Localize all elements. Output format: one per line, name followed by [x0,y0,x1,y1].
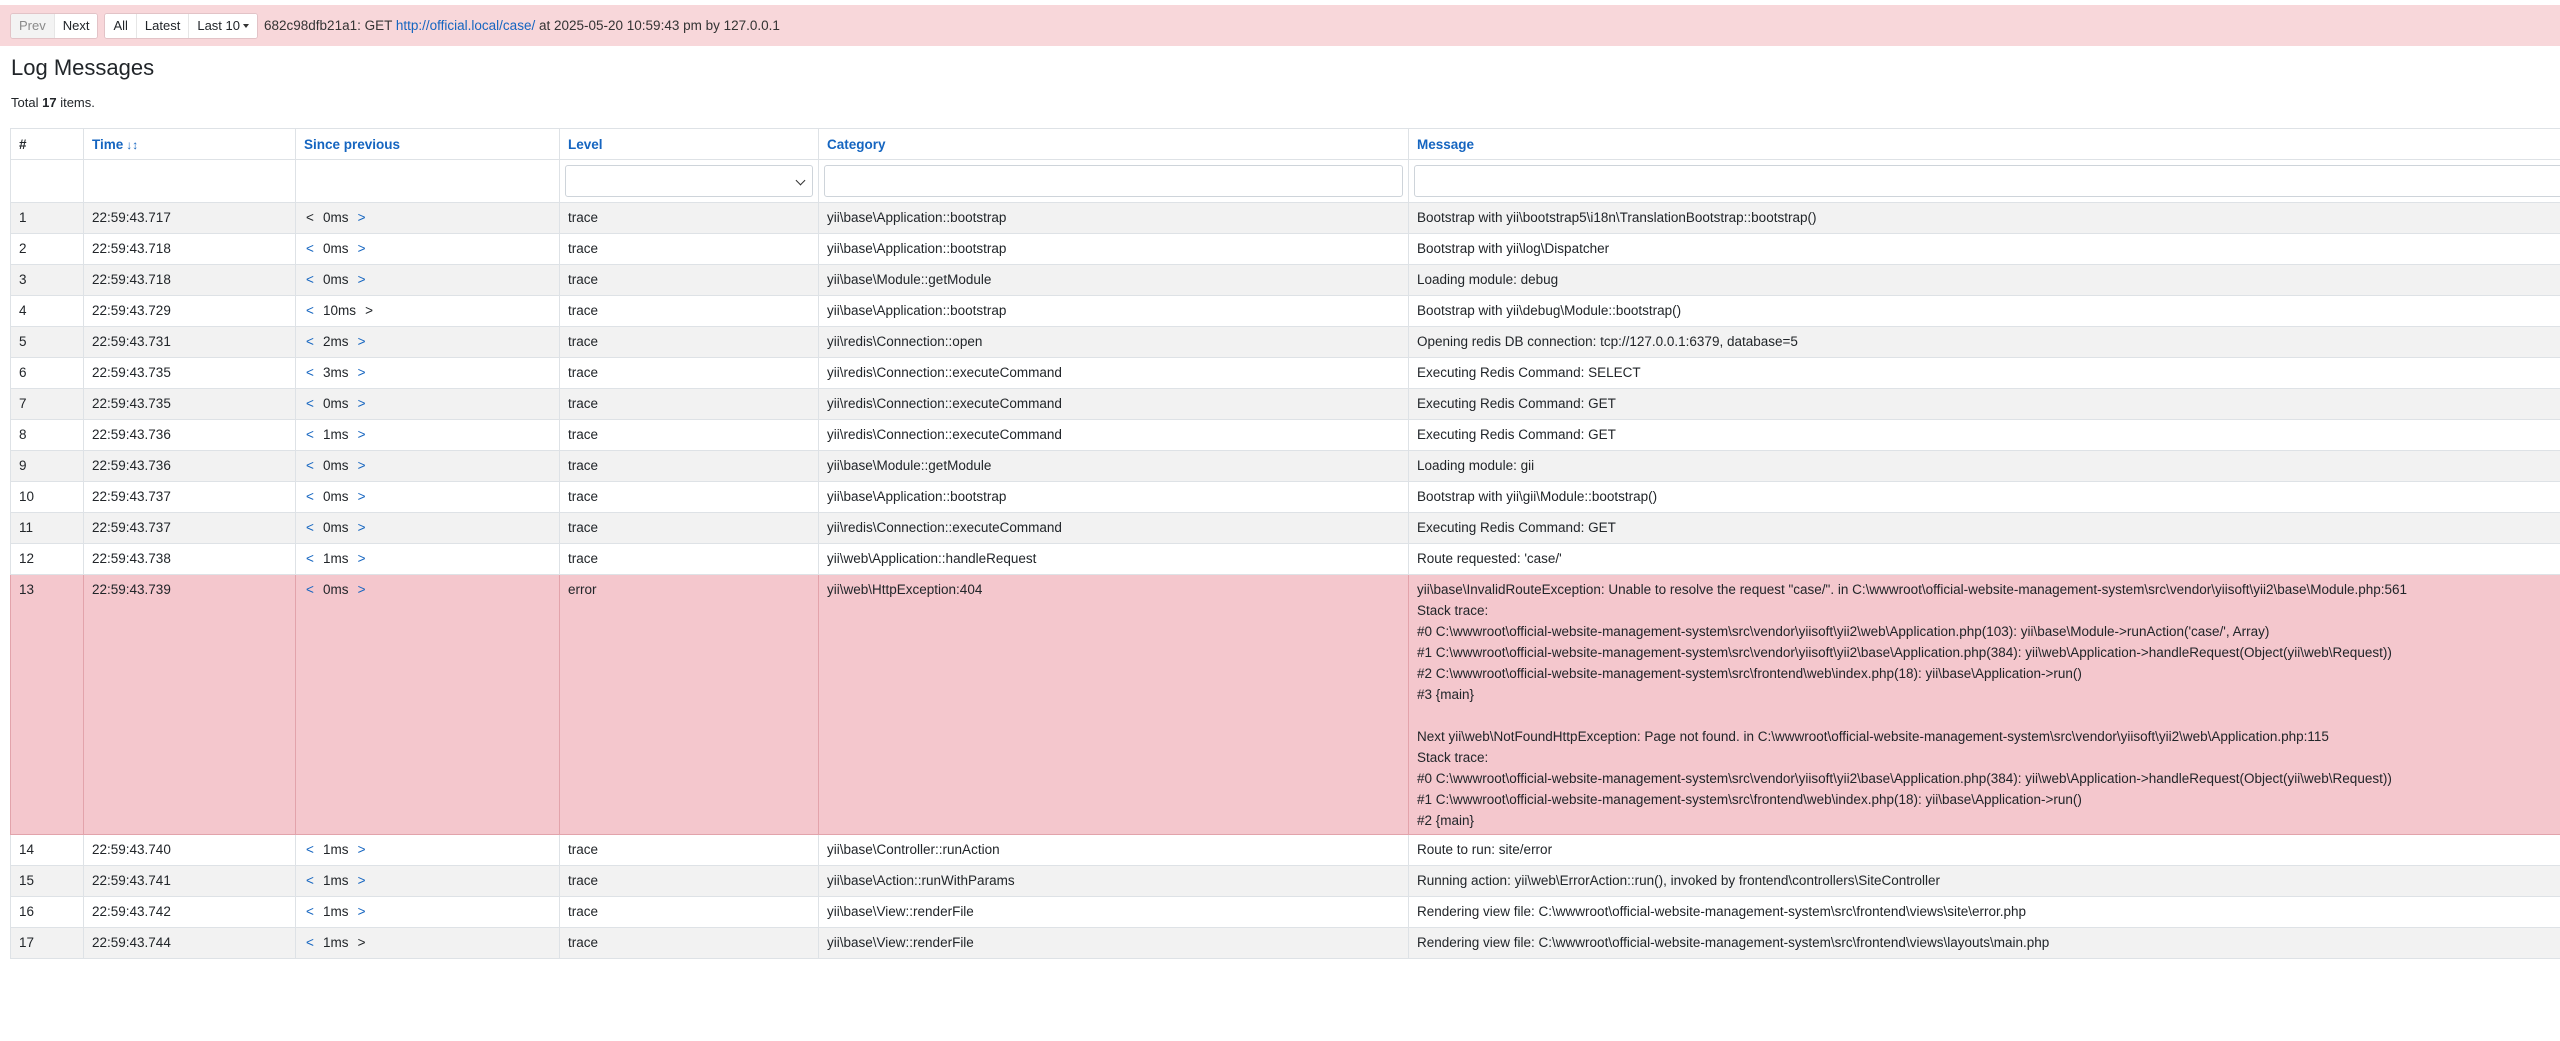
col-time[interactable] [84,129,296,160]
page-title: Log Messages [11,55,155,80]
since-value: 0ms [323,458,349,473]
row-time: 22:59:43.717 [84,203,296,234]
time-label: Time [92,136,124,152]
row-message [1409,451,2560,482]
prev-row-link[interactable]: < [306,935,314,950]
row-level: trace [560,420,819,451]
summary-prefix: Total [11,95,39,110]
row-time: 22:59:43.737 [84,513,296,544]
row-time: 22:59:43.736 [84,420,296,451]
row-level: trace [560,928,819,959]
row-category: yii\base\Controller::runAction [819,835,1409,866]
since-value: 1ms [323,935,349,950]
table-row [11,897,2560,928]
col-num: # [11,129,84,160]
message-line: #1 C:\wwwroot\official-website-management-system\src\frontend\web\index.php(18): yii\base\Application->run() [1417,792,2082,807]
message-line: #3 {main} [1417,687,1475,702]
last10-label: Last 10 [197,17,240,33]
message-line: Route requested: 'case/' [1417,551,1562,566]
since-value: 1ms [323,842,349,857]
row-category: yii\base\Module::getModule [819,265,1409,296]
row-since [296,234,560,265]
prev-row-link[interactable]: < [306,396,314,411]
row-time: 22:59:43.718 [84,234,296,265]
table-row [11,327,2560,358]
time-sort-link[interactable] [92,137,138,152]
row-level: trace [560,835,819,866]
row-category: yii\redis\Connection::executeCommand [819,389,1409,420]
row-category: yii\redis\Connection::open [819,327,1409,358]
row-category: yii\redis\Connection::executeCommand [819,358,1409,389]
debug-toolbar [0,5,2560,46]
message-line: Bootstrap with yii\gii\Module::bootstrap() [1417,489,1658,504]
next-row-link[interactable]: > [357,272,366,287]
prev-row-link[interactable]: < [306,582,314,597]
row-category: yii\base\Application::bootstrap [819,296,1409,327]
row-num: 14 [11,835,84,866]
row-num: 7 [11,389,84,420]
row-category: yii\base\Application::bootstrap [819,234,1409,265]
message-line: Stack trace: [1417,750,1489,765]
row-category: yii\base\View::renderFile [819,897,1409,928]
since-value: 0ms [323,241,349,256]
row-since [296,265,560,296]
since-value: 10ms [323,303,357,318]
prev-button[interactable]: Prev [11,14,55,38]
next-row-link[interactable]: > [357,842,366,857]
caret-down-icon [243,24,249,28]
message-line: #2 {main} [1417,813,1475,828]
row-num: 13 [11,575,84,835]
row-time: 22:59:43.735 [84,389,296,420]
col-level[interactable] [560,129,819,160]
since-value: 1ms [323,904,349,919]
row-time: 22:59:43.744 [84,928,296,959]
next-row-link[interactable]: > [357,458,366,473]
next-row-link[interactable]: > [357,241,366,256]
prev-row-link[interactable]: < [306,427,314,442]
prev-row-link[interactable]: < [306,241,314,256]
last10-dropdown[interactable] [189,14,257,38]
row-category: yii\base\Application::bootstrap [819,482,1409,513]
message-line: #0 C:\wwwroot\official-website-management-system\src\vendor\yiisoft\yii2\web\Application.php(103): yii\base\Module->runAction('case/', Array) [1417,624,2270,639]
row-message [1409,897,2560,928]
prev-row-link[interactable]: < [306,365,314,380]
row-message [1409,203,2560,234]
row-message [1409,389,2560,420]
prev-row-link[interactable]: < [306,303,314,318]
summary-count: 17 [42,95,57,110]
row-since [296,451,560,482]
row-since [296,203,560,234]
since-value: 0ms [323,272,349,287]
row-message [1409,327,2560,358]
since-value: 1ms [323,551,349,566]
since-value: 1ms [323,427,349,442]
latest-button[interactable]: Latest [137,14,189,38]
table-row [11,575,2560,835]
message-line: Executing Redis Command: GET [1417,520,1616,535]
next-row-link[interactable]: > [357,210,366,225]
next-row-link[interactable]: > [357,873,366,888]
message-line: #2 C:\wwwroot\official-website-management-system\src\frontend\web\index.php(18): yii\base\Application->run() [1417,666,2082,681]
row-message [1409,928,2560,959]
next-button[interactable]: Next [55,14,98,38]
row-time: 22:59:43.741 [84,866,296,897]
row-since [296,420,560,451]
message-line: Stack trace: [1417,603,1489,618]
row-message [1409,265,2560,296]
next-row-link[interactable]: > [357,427,366,442]
row-message [1409,482,2560,513]
message-line: Next yii\web\NotFoundHttpException: Page not found. in C:\wwwroot\official-website-management-system\src\vendor\yiisoft\yii2\web\Application.php:115 [1417,729,2329,744]
row-level: trace [560,203,819,234]
since-value: 0ms [323,396,349,411]
row-message [1409,234,2560,265]
next-row-link[interactable]: > [357,551,366,566]
row-category: yii\redis\Connection::executeCommand [819,420,1409,451]
prev-row-link[interactable]: < [306,904,314,919]
row-message [1409,835,2560,866]
prev-row-link[interactable]: < [306,489,314,504]
prev-row-link[interactable]: < [306,210,314,225]
row-time: 22:59:43.740 [84,835,296,866]
row-category: yii\web\Application::handleRequest [819,544,1409,575]
log-body [11,203,2560,959]
row-time: 22:59:43.736 [84,451,296,482]
row-num: 3 [11,265,84,296]
row-since [296,835,560,866]
since-value: 0ms [323,582,349,597]
row-level: trace [560,358,819,389]
row-message [1409,866,2560,897]
next-row-link[interactable]: > [357,582,366,597]
category-sort-link[interactable]: Category [827,136,886,152]
col-since[interactable] [296,129,560,160]
level-sort-link[interactable]: Level [568,136,603,152]
next-row-link[interactable]: > [357,365,366,380]
next-row-link[interactable]: > [365,303,373,318]
summary-text [11,95,95,110]
pager-group [10,13,98,39]
message-line: Executing Redis Command: GET [1417,396,1616,411]
row-category: yii\base\Action::runWithParams [819,866,1409,897]
row-since [296,296,560,327]
col-category[interactable] [819,129,1409,160]
table-row [11,866,2560,897]
message-line: Executing Redis Command: GET [1417,427,1616,442]
next-row-link[interactable]: > [357,489,366,504]
table-row [11,928,2560,959]
message-line: Bootstrap with yii\debug\Module::bootstrap() [1417,303,1682,318]
request-id: 682c98dfb21a1: GET [264,18,393,33]
row-since [296,897,560,928]
row-level: trace [560,866,819,897]
table-row [11,203,2560,234]
row-message [1409,544,2560,575]
row-time: 22:59:43.742 [84,897,296,928]
row-category: yii\base\Application::bootstrap [819,203,1409,234]
message-sort-link[interactable]: Message [1417,136,1475,152]
row-time: 22:59:43.731 [84,327,296,358]
row-category: yii\redis\Connection::executeCommand [819,513,1409,544]
row-time: 22:59:43.737 [84,482,296,513]
message-line: Route to run: site/error [1417,842,1553,857]
row-message [1409,513,2560,544]
row-level: trace [560,513,819,544]
row-time: 22:59:43.739 [84,575,296,835]
message-line: Rendering view file: C:\wwwroot\official-website-management-system\src\frontend\views\site\error.php [1417,904,2026,919]
message-line: Running action: yii\web\ErrorAction::run(), invoked by frontend\controllers\SiteController [1417,873,1940,888]
row-since [296,327,560,358]
row-category: yii\base\Module::getModule [819,451,1409,482]
filter-category-cell [819,160,1409,203]
row-level: trace [560,327,819,358]
filter-row [11,160,2560,203]
prev-row-link[interactable]: < [306,842,314,857]
filter-message-cell [1409,160,2560,203]
message-line: #1 C:\wwwroot\official-website-management-system\src\vendor\yiisoft\yii2\base\Application.php(384): yii\web\Application->handleRequest(Object(yii\web\Request)) [1417,645,2392,660]
row-num: 1 [11,203,84,234]
row-level: trace [560,296,819,327]
since-value: 1ms [323,873,349,888]
row-level: error [560,575,819,835]
prev-row-link[interactable]: < [306,334,314,349]
message-line [1417,705,2560,726]
row-level: trace [560,389,819,420]
row-message [1409,358,2560,389]
row-time: 22:59:43.718 [84,265,296,296]
row-num: 8 [11,420,84,451]
row-num: 15 [11,866,84,897]
message-filter-input[interactable] [1414,165,2560,197]
table-row [11,296,2560,327]
message-line: Rendering view file: C:\wwwroot\official-website-management-system\src\frontend\views\layouts\main.php [1417,935,2050,950]
col-message[interactable] [1409,129,2560,160]
row-message [1409,420,2560,451]
row-time: 22:59:43.738 [84,544,296,575]
table-row [11,358,2560,389]
table-row [11,265,2560,296]
prev-row-link[interactable]: < [306,458,314,473]
message-line: yii\base\InvalidRouteException: Unable to resolve the request "case/". in C:\wwwroot\official-website-management-system\src\vendor\yiisoft\yii2\base\Module.php:561 [1417,582,2408,597]
row-num: 9 [11,451,84,482]
next-row-link[interactable]: > [357,334,366,349]
message-line: Bootstrap with yii\log\Dispatcher [1417,241,1610,256]
since-value: 3ms [323,365,349,380]
row-since [296,544,560,575]
summary-suffix: items. [60,95,95,110]
filter-group [104,13,258,39]
prev-row-link[interactable]: < [306,520,314,535]
prev-row-link[interactable]: < [306,873,314,888]
since-value: 2ms [323,334,349,349]
row-since [296,928,560,959]
since-value: 0ms [323,520,349,535]
row-since [296,482,560,513]
row-level: trace [560,897,819,928]
row-since [296,389,560,420]
row-level: trace [560,234,819,265]
table-row [11,389,2560,420]
row-message [1409,575,2560,835]
row-num: 17 [11,928,84,959]
request-info [264,18,780,33]
filter-since-cell [296,160,560,203]
row-since [296,866,560,897]
table-row [11,835,2560,866]
since-value: 0ms [323,210,349,225]
row-num: 16 [11,897,84,928]
category-filter-input[interactable] [824,165,1403,197]
message-line: Bootstrap with yii\bootstrap5\i18n\TranslationBootstrap::bootstrap() [1417,210,1817,225]
next-row-link[interactable]: > [357,396,366,411]
next-row-link[interactable]: > [357,935,366,950]
row-num: 12 [11,544,84,575]
table-row [11,451,2560,482]
row-num: 5 [11,327,84,358]
table-row [11,420,2560,451]
row-since [296,575,560,835]
header-row [11,129,2560,160]
filter-num-cell [11,160,84,203]
next-row-link[interactable]: > [357,520,366,535]
row-level: trace [560,265,819,296]
row-num: 11 [11,513,84,544]
prev-row-link[interactable]: < [306,551,314,566]
row-num: 4 [11,296,84,327]
prev-row-link[interactable]: < [306,272,314,287]
message-line: Loading module: gii [1417,458,1535,473]
row-message [1409,296,2560,327]
message-line: Loading module: debug [1417,272,1559,287]
table-row [11,482,2560,513]
level-filter-select[interactable] [565,165,813,197]
filter-level-cell [560,160,819,203]
log-table [10,128,2560,959]
row-level: trace [560,451,819,482]
filter-time-cell [84,160,296,203]
table-row [11,513,2560,544]
row-num: 10 [11,482,84,513]
message-line: #0 C:\wwwroot\official-website-management-system\src\vendor\yiisoft\yii2\base\Application.php(384): yii\web\Application->handleRequest(Object(yii\web\Request)) [1417,771,2392,786]
request-url-link[interactable]: http://official.local/case/ [395,18,536,33]
next-row-link[interactable]: > [357,904,366,919]
row-time: 22:59:43.729 [84,296,296,327]
since-sort-link[interactable]: Since previous [304,136,401,152]
row-category: yii\web\HttpException:404 [819,575,1409,835]
row-num: 6 [11,358,84,389]
all-button[interactable]: All [105,14,136,38]
chevron-down-icon [796,176,806,186]
row-since [296,358,560,389]
row-level: trace [560,544,819,575]
row-num: 2 [11,234,84,265]
request-tail: at 2025-05-20 10:59:43 pm by 127.0.0.1 [538,18,780,33]
row-category: yii\base\View::renderFile [819,928,1409,959]
row-time: 22:59:43.735 [84,358,296,389]
table-row [11,234,2560,265]
row-since [296,513,560,544]
message-line: Opening redis DB connection: tcp://127.0.0.1:6379, database=5 [1417,334,1798,349]
table-row [11,544,2560,575]
since-value: 0ms [323,489,349,504]
sort-icon: ↓↕ [126,137,139,152]
message-line: Executing Redis Command: SELECT [1417,365,1641,380]
row-level: trace [560,482,819,513]
